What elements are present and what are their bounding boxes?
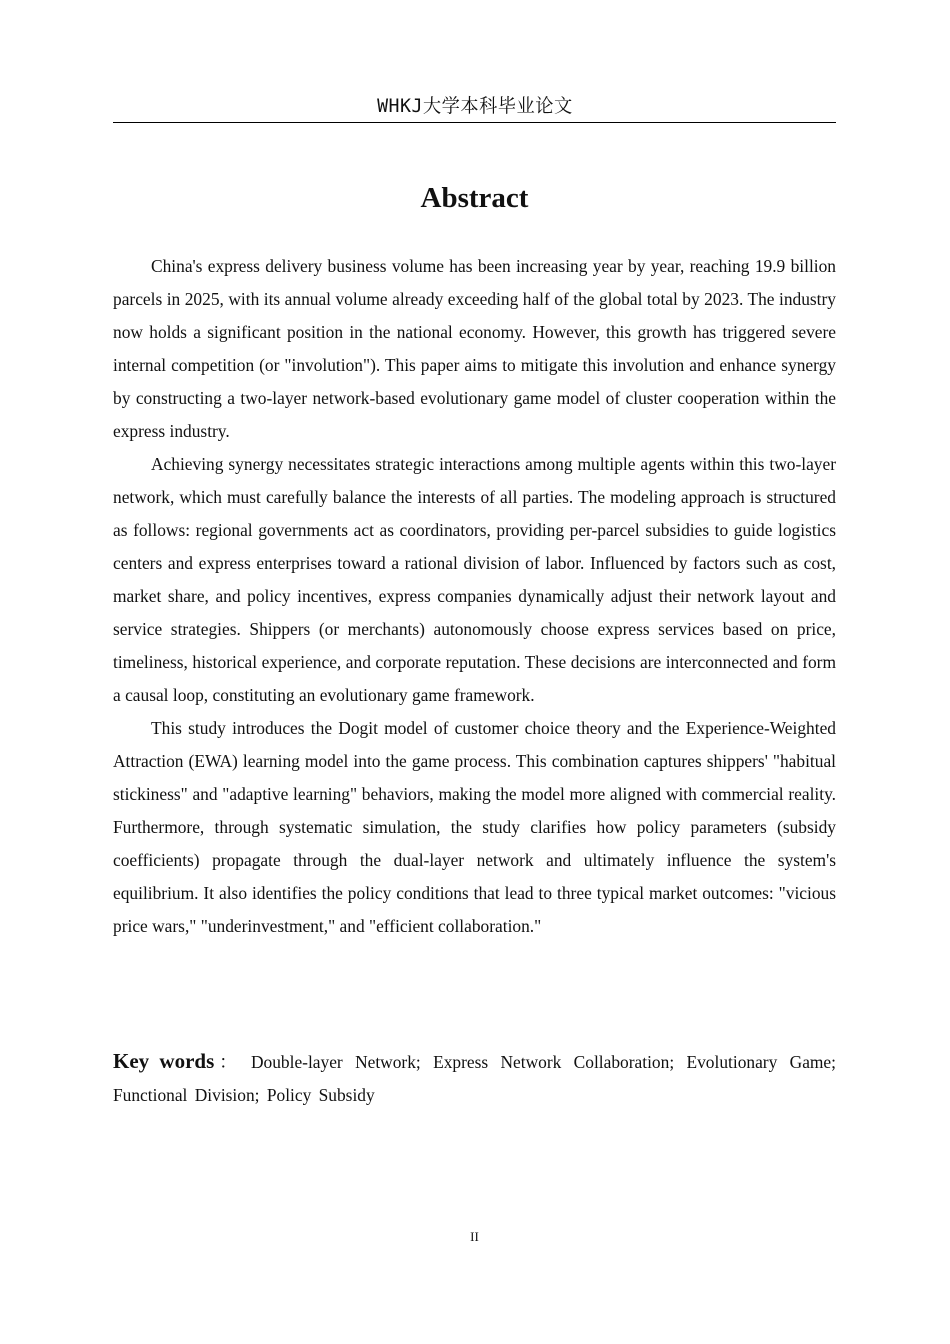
keywords-label: Key words xyxy=(113,1049,215,1073)
running-header xyxy=(113,93,836,123)
keywords-text: Double-layer Network; Express Network Collaboration; Evolutionary Game; Functional Division; Policy Subsidy xyxy=(113,1052,836,1105)
running-header-text: WHKJ大学本科毕业论文 xyxy=(376,95,573,117)
abstract-paragraph-2: Achieving synergy necessitates strategic interactions among multiple agents within this two-layer network, which must carefully balance the interests of all parties. The modeling approach is structured as follows: regional governments act as coordinators, providing per-parcel subsidies to guide logistics centers and express enterprises toward a rational division of labor. Influenced by factors such as cost, market share, and policy incentives, express companies dynamically adjust their network layout and service strategies. Shippers (or merchants) autonomously choose express services based on price, timeliness, historical experience, and corporate reputation. These decisions are interconnected and form a causal loop, constituting an evolutionary game framework. xyxy=(113,454,836,705)
keywords-section xyxy=(113,1045,836,1112)
keywords-separator: ： xyxy=(214,1052,242,1072)
page-number: II xyxy=(470,1229,479,1244)
abstract-paragraph-1: China's express delivery business volume has been increasing year by year, reaching 19.9 billion parcels in 2025, with its annual volume already exceeding half of the global total by 2023. The industry now holds a significant position in the national economy. However, this growth has triggered severe internal competition (or "involution"). This paper aims to mitigate this involution and enhance synergy by constructing a two-layer network-based evolutionary game model of cluster cooperation within the express industry. xyxy=(113,256,836,441)
abstract-body xyxy=(113,250,836,943)
page-title: Abstract xyxy=(420,182,529,214)
abstract-paragraph-3: This study introduces the Dogit model of customer choice theory and the Experience-Weighted Attraction (EWA) learning model into the game process. This combination captures shippers' "habitual stickiness" and "adaptive learning" behaviors, making the model more aligned with commercial reality. Furthermore, through systematic simulation, the study clarifies how policy parameters (subsidy coefficients) propagate through the dual-layer network and ultimately influence the system's equilibrium. It also identifies the policy conditions that lead to three typical market outcomes: "vicious price wars," "underinvestment," and "efficient collaboration." xyxy=(113,718,836,936)
